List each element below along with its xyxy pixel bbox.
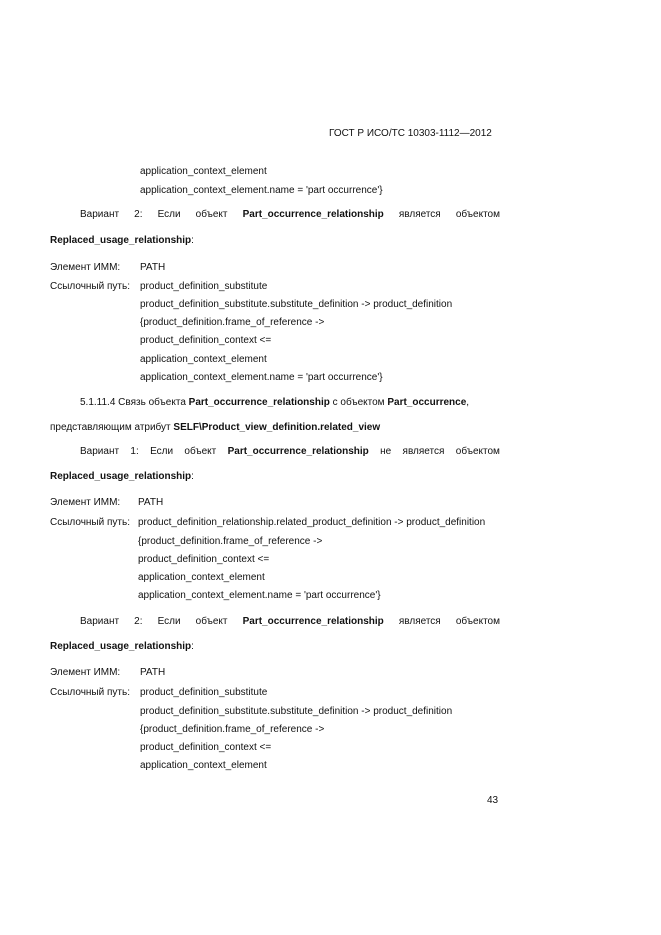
variant-word: является — [398, 209, 441, 220]
path-line: {product_definition.frame_of_reference -> — [138, 536, 323, 547]
entity-name: Part_occurrence_relationship — [242, 209, 384, 220]
entity-name: Replaced_usage_relationship — [50, 235, 192, 246]
path-line: application_context_element — [138, 572, 265, 583]
variant-word: объект — [195, 209, 228, 220]
section-number: 5.1.11.4 — [80, 397, 116, 408]
entity-name: Replaced_usage_relationship — [50, 471, 192, 482]
variant-word: Вариант — [80, 616, 120, 627]
entity-name: Part_occurrence_relationship — [227, 446, 369, 457]
path-line: product_definition_context <= — [138, 554, 270, 565]
path-line: product_definition_relationship.related_product_definition -> product_definition — [138, 517, 486, 528]
variant-1-heading — [80, 446, 500, 458]
variant-word: Если — [157, 209, 181, 220]
variant-word: является — [402, 446, 445, 457]
variant-number: 2: — [134, 209, 143, 220]
path-line: application_context_element.name = 'part occurrence'} — [140, 372, 383, 383]
reference-path-label: Ссылочный путь: — [50, 687, 130, 698]
path-line: application_context_element — [140, 166, 267, 177]
variant-word: Вариант — [80, 446, 120, 457]
entity-name: Part_occurrence_relationship — [242, 616, 384, 627]
section-heading — [80, 397, 469, 409]
aim-element-label: Элемент ИММ: — [50, 667, 121, 678]
reference-path-label: Ссылочный путь: — [50, 281, 130, 292]
aim-element-value: PATH — [138, 497, 164, 508]
reference-path-label: Ссылочный путь: — [50, 517, 130, 528]
variant-word: является — [398, 616, 441, 627]
aim-element-label: Элемент ИММ: — [50, 497, 121, 508]
variant-word: Если — [157, 616, 181, 627]
path-line: {product_definition.frame_of_reference -> — [140, 724, 325, 735]
path-line: application_context_element.name = 'part occurrence'} — [138, 590, 381, 601]
entity-line — [50, 471, 194, 483]
path-line: product_definition_context <= — [140, 335, 272, 346]
path-line: application_context_element — [140, 760, 267, 771]
section-text: представляющим атрибут — [50, 422, 174, 433]
entity-line — [50, 641, 194, 653]
path-line: product_definition_context <= — [140, 742, 272, 753]
section-text: , — [466, 397, 470, 408]
entity-name: Part_occurrence — [387, 397, 467, 408]
aim-element-label: Элемент ИММ: — [50, 262, 121, 273]
page-number: 43 — [487, 795, 499, 806]
variant-word: объектом — [455, 209, 500, 220]
colon: : — [191, 641, 194, 652]
path-line: {product_definition.frame_of_reference -> — [140, 317, 325, 328]
aim-element-value: PATH — [140, 667, 166, 678]
colon: : — [191, 235, 194, 246]
section-heading-cont — [50, 422, 380, 434]
variant-word: объект — [184, 446, 217, 457]
path-line: application_context_element.name = 'part occurrence'} — [140, 185, 383, 196]
colon: : — [191, 471, 194, 482]
variant-word: объектом — [455, 446, 500, 457]
section-text: Связь объекта — [115, 397, 189, 408]
attribute-name: SELF\Product_view_definition.related_view — [173, 422, 381, 433]
path-line: product_definition_substitute.substitute_definition -> product_definition — [140, 706, 453, 717]
entity-name: Replaced_usage_relationship — [50, 641, 192, 652]
variant-number: 1: — [130, 446, 139, 457]
variant-2-heading — [80, 616, 500, 628]
variant-word: объект — [195, 616, 228, 627]
entity-line — [50, 235, 194, 247]
variant-word: не — [380, 446, 392, 457]
path-line: product_definition_substitute — [140, 281, 268, 292]
variant-word: объектом — [455, 616, 500, 627]
path-line: application_context_element — [140, 354, 267, 365]
path-line: product_definition_substitute.substitute_definition -> product_definition — [140, 299, 453, 310]
variant-word: Вариант — [80, 209, 120, 220]
aim-element-value: PATH — [140, 262, 166, 273]
section-text: с объектом — [329, 397, 388, 408]
variant-2-heading — [80, 209, 500, 221]
variant-word: Если — [150, 446, 174, 457]
standard-designation: ГОСТ Р ИСО/ТС 10303-1112—2012 — [329, 128, 492, 139]
variant-number: 2: — [134, 616, 143, 627]
path-line: product_definition_substitute — [140, 687, 268, 698]
entity-name: Part_occurrence_relationship — [188, 397, 330, 408]
